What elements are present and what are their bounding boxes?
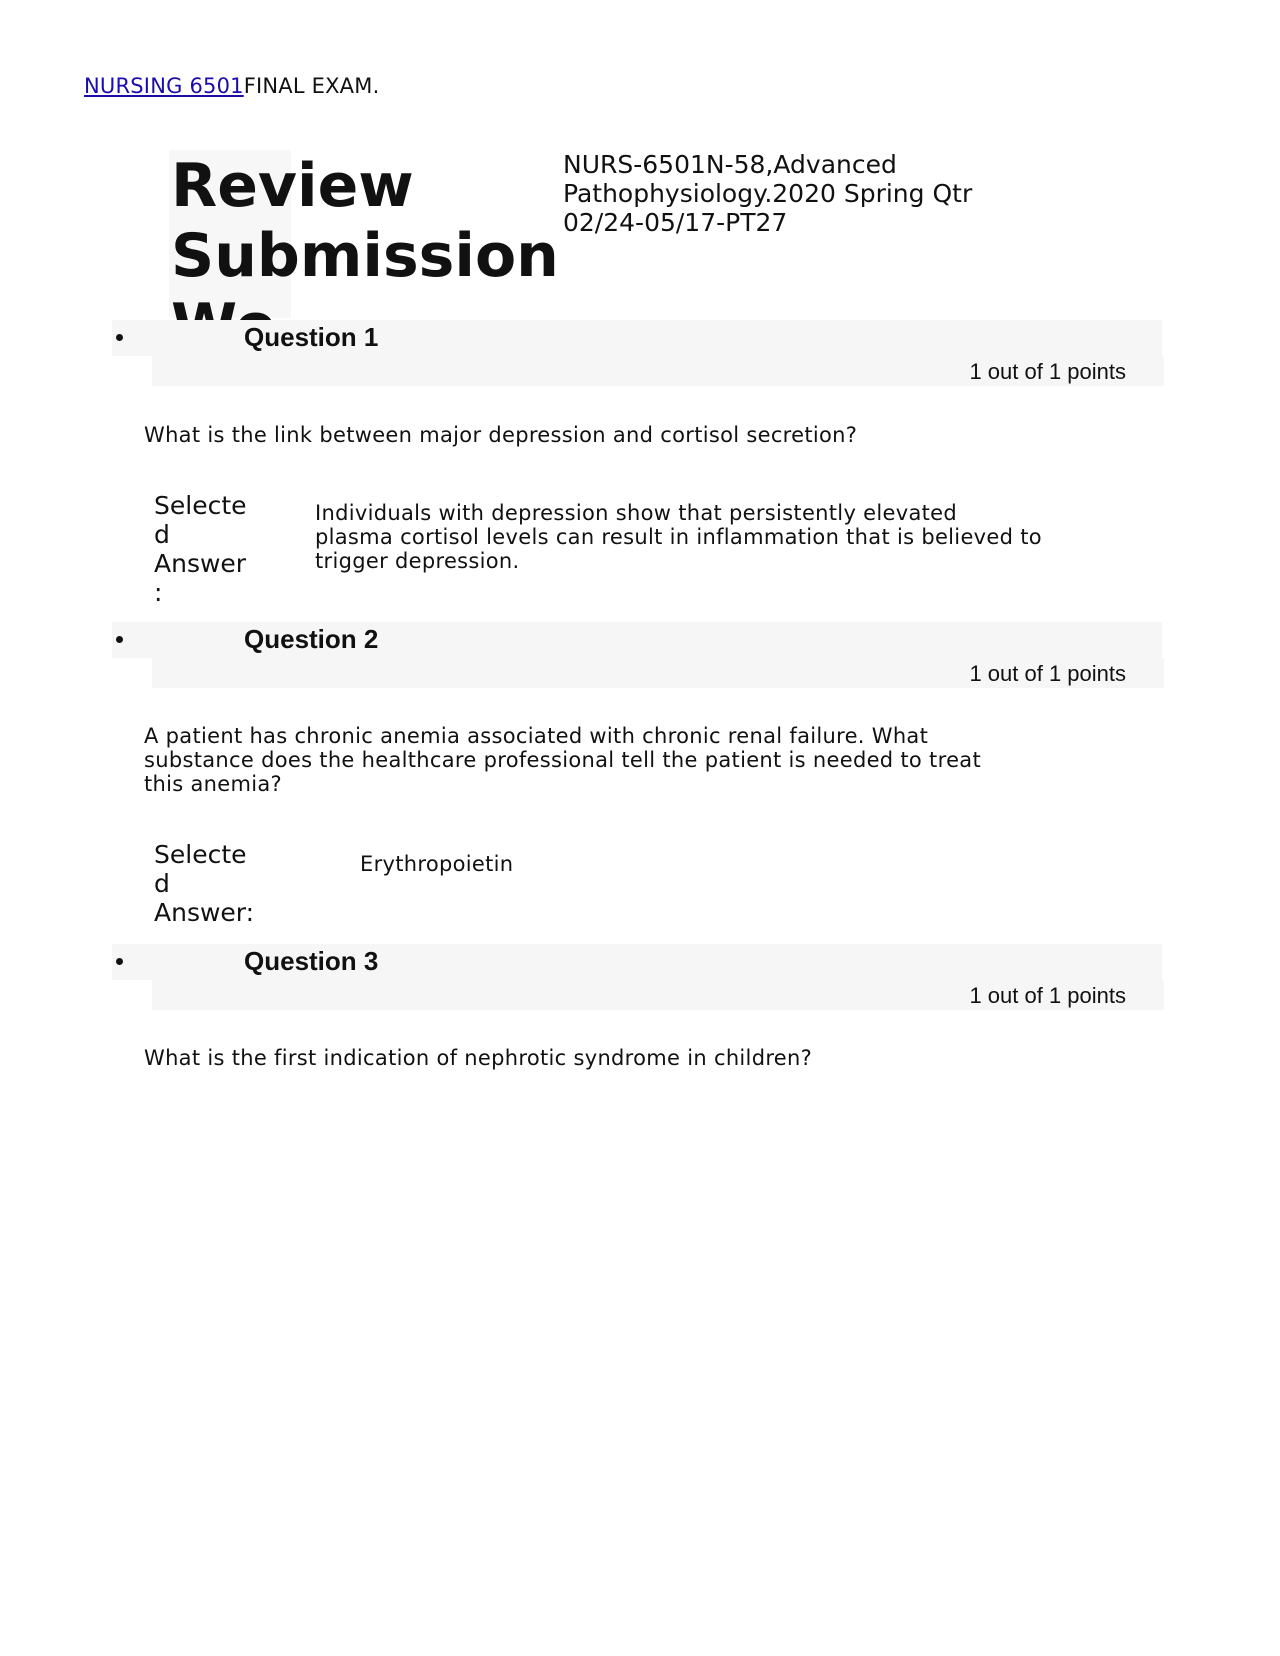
review-submission-title <box>169 150 559 318</box>
label-line: d <box>154 520 170 549</box>
label-line: d <box>154 869 170 898</box>
question-text-line: substance does the healthcare professional tell the patient is needed to treat <box>144 748 981 772</box>
label-line: Selecte <box>154 840 247 869</box>
label-line: : <box>154 578 163 607</box>
question-3-text: What is the first indication of nephrotic syndrome in children? <box>144 1046 813 1070</box>
question-2-points: 1 out of 1 points <box>969 661 1126 686</box>
question-1-points-bar <box>152 356 1164 386</box>
title-line-2: Submission <box>171 221 559 291</box>
label-line: Answer <box>154 549 247 578</box>
title-line-1: Review <box>171 151 414 221</box>
label-line: Answer: <box>154 898 255 927</box>
course-title-line-3: 02/24-05/17-PT27 <box>563 208 788 237</box>
question-3-header <box>112 944 1162 980</box>
question-3-points: 1 out of 1 points <box>969 983 1126 1008</box>
question-3-points-bar <box>152 980 1164 1010</box>
course-link[interactable]: NURSING 6501 <box>84 74 244 98</box>
question-3-title: Question 3 <box>244 946 379 976</box>
answer-line: Individuals with depression show that persistently elevated <box>315 501 957 525</box>
question-1-selected-label <box>154 491 264 607</box>
page-heading <box>84 74 379 98</box>
label-line: Selecte <box>154 491 247 520</box>
question-text-line: this anemia? <box>144 772 282 796</box>
question-1-selected-answer <box>315 501 1115 573</box>
question-2-points-bar <box>152 658 1164 688</box>
bullet-icon <box>116 334 123 341</box>
question-2-selected-label <box>154 840 264 927</box>
question-2-title: Question 2 <box>244 624 379 654</box>
answer-line: trigger depression. <box>315 549 520 573</box>
bullet-icon <box>116 636 123 643</box>
question-1-points: 1 out of 1 points <box>969 359 1126 384</box>
course-title-line-2: Pathophysiology.2020 Spring Qtr <box>563 179 973 208</box>
bullet-icon <box>116 958 123 965</box>
question-text-line: A patient has chronic anemia associated with chronic renal failure. What <box>144 724 929 748</box>
course-title-line-1: NURS-6501N-58,Advanced <box>563 150 897 179</box>
question-1-header <box>112 320 1162 356</box>
heading-suffix: FINAL EXAM. <box>243 74 380 98</box>
question-1-title: Question 1 <box>244 322 379 352</box>
question-2-text <box>144 724 1074 796</box>
course-title <box>563 150 1083 237</box>
question-2-header <box>112 622 1162 658</box>
question-2-selected-answer: Erythropoietin <box>360 852 514 876</box>
question-1-text: What is the link between major depression and cortisol secretion? <box>144 423 858 447</box>
answer-line: plasma cortisol levels can result in inflammation that is believed to <box>315 525 1042 549</box>
